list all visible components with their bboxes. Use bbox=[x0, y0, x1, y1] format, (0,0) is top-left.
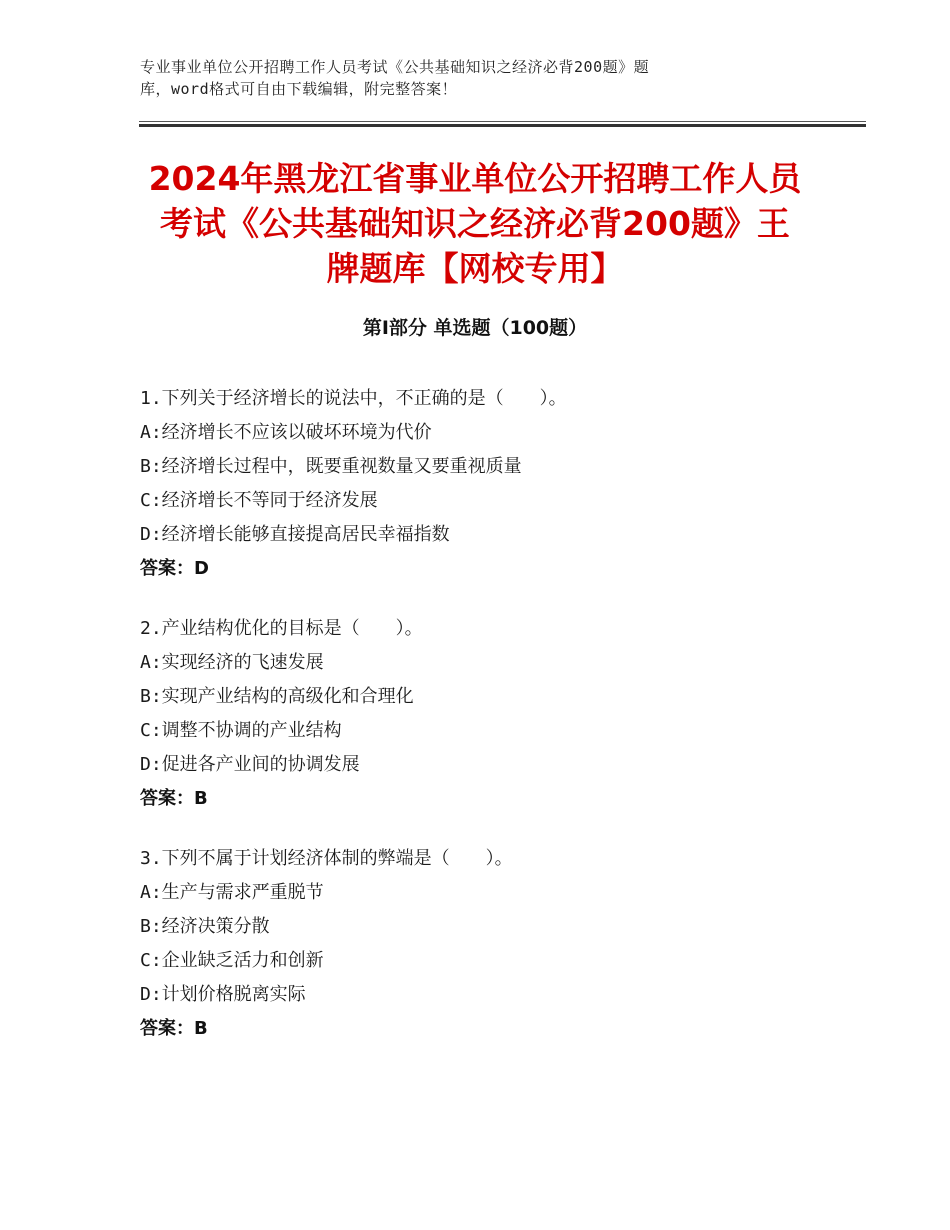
option-c: C:企业缺乏活力和创新 bbox=[140, 950, 324, 971]
option-b: B:经济增长过程中，既要重视数量又要重视质量 bbox=[140, 456, 522, 477]
question-2 bbox=[140, 612, 840, 816]
option-a: A:经济增长不应该以破坏环境为代价 bbox=[140, 422, 432, 443]
header-divider-thin bbox=[139, 121, 866, 122]
option-c: C:调整不协调的产业结构 bbox=[140, 720, 342, 741]
document-title-line: 牌题库【网校专用】 bbox=[326, 249, 624, 288]
question-stem: 1.下列关于经济增长的说法中，不正确的是（ ）。 bbox=[140, 388, 567, 409]
header-divider-thick bbox=[139, 124, 866, 127]
option-d: D:促进各产业间的协调发展 bbox=[140, 754, 360, 775]
option-b: B:实现产业结构的高级化和合理化 bbox=[140, 686, 414, 707]
header-note-line: 专业事业单位公开招聘工作人员考试《公共基础知识之经济必背200题》题 bbox=[140, 58, 650, 76]
document-title-line: 考试《公共基础知识之经济必背200题》王 bbox=[160, 204, 790, 243]
option-b: B:经济决策分散 bbox=[140, 916, 270, 937]
question-3 bbox=[140, 842, 840, 1046]
document-title bbox=[140, 156, 810, 291]
answer-label: 答案：B bbox=[140, 1018, 208, 1039]
option-d: D:经济增长能够直接提高居民幸福指数 bbox=[140, 524, 450, 545]
question-stem: 3.下列不属于计划经济体制的弊端是（ ）。 bbox=[140, 848, 513, 869]
answer-label: 答案：B bbox=[140, 788, 208, 809]
option-a: A:实现经济的飞速发展 bbox=[140, 652, 324, 673]
option-c: C:经济增长不等同于经济发展 bbox=[140, 490, 378, 511]
option-a: A:生产与需求严重脱节 bbox=[140, 882, 324, 903]
header-note-line: 库，word格式可自由下载编辑，附完整答案！ bbox=[140, 80, 458, 98]
option-d: D:计划价格脱离实际 bbox=[140, 984, 306, 1005]
question-list bbox=[140, 382, 840, 1072]
header-note bbox=[140, 56, 780, 100]
document-title-line: 2024年黑龙江省事业单位公开招聘工作人员 bbox=[148, 159, 802, 198]
answer-label: 答案：D bbox=[140, 558, 209, 579]
question-1 bbox=[140, 382, 840, 586]
question-stem: 2.产业结构优化的目标是（ ）。 bbox=[140, 618, 423, 639]
section-title: 第Ⅰ部分 单选题（100题） bbox=[362, 317, 588, 339]
